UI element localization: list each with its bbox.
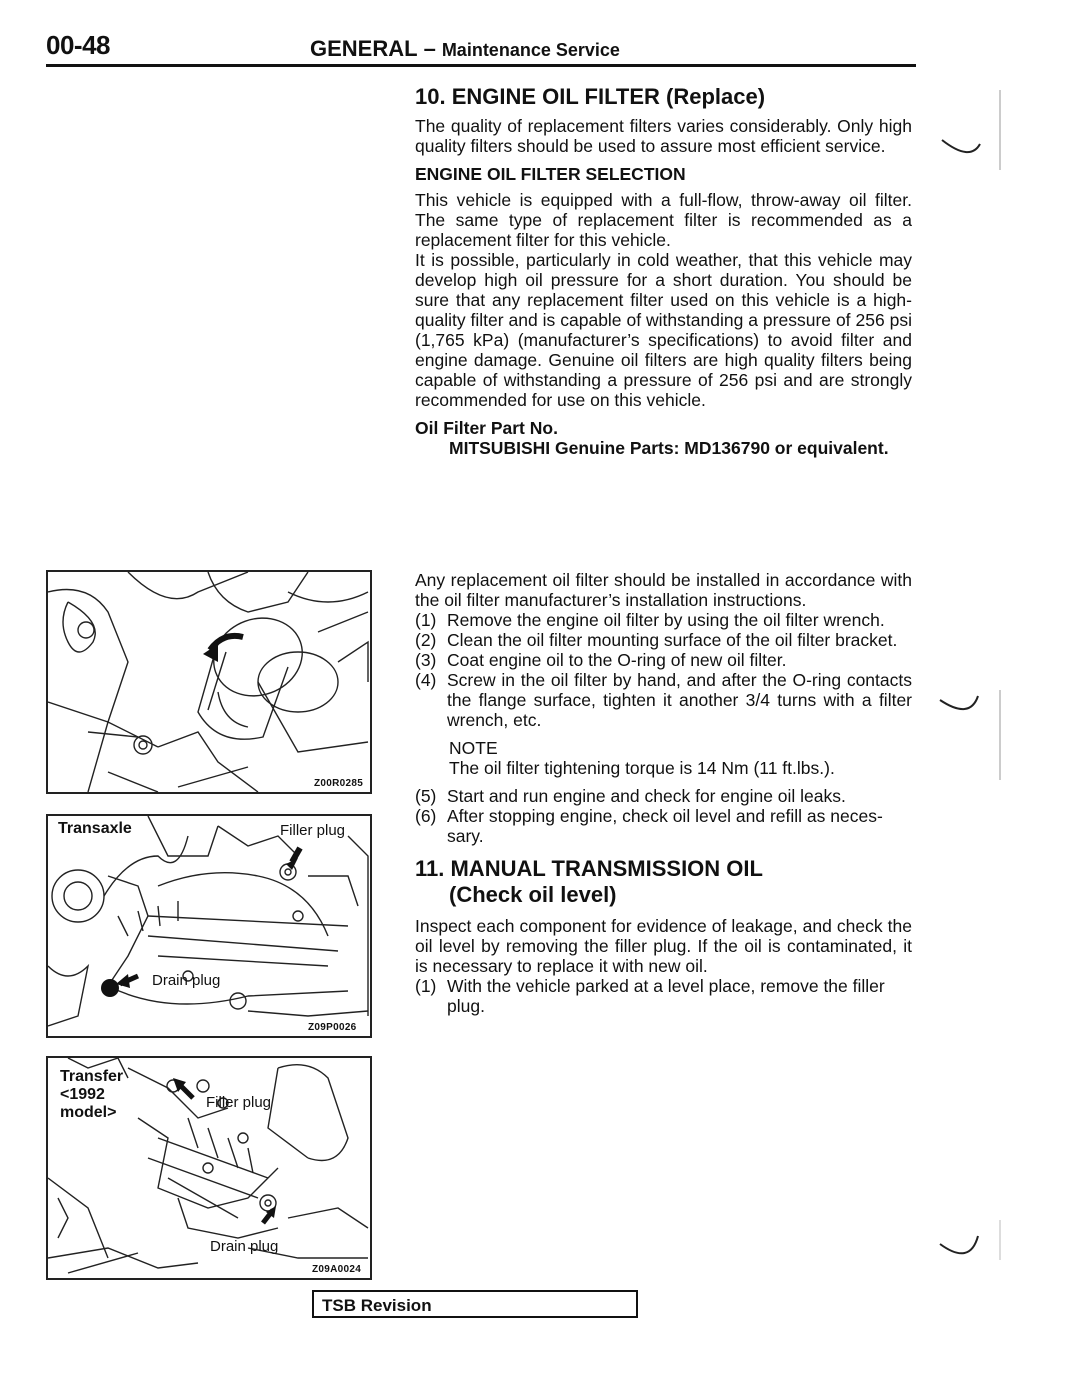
figure-label-transaxle: Transaxle bbox=[58, 820, 132, 837]
figure-oil-filter bbox=[46, 570, 372, 794]
binding-mark bbox=[930, 680, 1010, 790]
note-text: The oil filter tightening torque is 14 Nm (11 ft.lbs.). bbox=[449, 758, 835, 778]
tsb-revision-box bbox=[312, 1290, 638, 1318]
step-item: (1) With the vehicle parked at a level place, remove the filler plug. bbox=[415, 976, 885, 1016]
step-item: (1) Remove the engine oil filter by using the oil filter wrench. bbox=[415, 610, 885, 630]
section-11-title-line2: (Check oil level) bbox=[449, 882, 617, 907]
page-number: 00-48 bbox=[46, 30, 110, 60]
step-item: (6) After stopping engine, check oil level and refill as neces-sary. bbox=[415, 806, 883, 846]
step-item: (4) Screw in the oil filter by hand, and after the O-ring contacts the flange surface, tighten it another 3/4 turns with a filter wrench, etc. bbox=[415, 670, 912, 730]
section-10-intro: The quality of replacement filters varies considerably. Only high quality filters should be used to assure most efficient service. bbox=[415, 116, 912, 156]
filter-selection-p1: This vehicle is equipped with a full-flow, throw-away oil filter. The same type of replacement filter is recommended as a replacement filter for this vehicle. bbox=[415, 190, 912, 250]
figure-code: Z00R0285 bbox=[314, 778, 364, 789]
transaxle-illustration bbox=[48, 816, 370, 1036]
section-10-text bbox=[415, 84, 912, 458]
page-header-title bbox=[310, 36, 620, 62]
figure-transfer bbox=[46, 1056, 372, 1280]
section-11-title-line1: 11. MANUAL TRANSMISSION OIL bbox=[415, 856, 763, 881]
subsection-name: Maintenance Service bbox=[441, 40, 620, 60]
callout-drain-plug: Drain plug bbox=[210, 1238, 279, 1255]
binding-mark bbox=[930, 1220, 1010, 1280]
figure-code: Z09P0026 bbox=[308, 1022, 357, 1033]
callout-drain-plug: Drain plug bbox=[152, 972, 221, 989]
part-number-value: MITSUBISHI Genuine Parts: MD136790 or equivalent. bbox=[449, 438, 889, 458]
step-item: (5) Start and run engine and check for engine oil leaks. bbox=[415, 786, 846, 806]
install-intro: Any replacement oil filter should be installed in accordance with the oil filter manufacturer’s installation instructions. bbox=[415, 570, 912, 610]
figure-label-transfer: Transfer <1992 model> bbox=[60, 1068, 124, 1121]
section-11-intro: Inspect each component for evidence of leakage, and check the oil level by removing the filler plug. If the oil is contaminated, it is necessary to replace it with new oil. bbox=[415, 916, 912, 976]
filter-selection-heading: ENGINE OIL FILTER SELECTION bbox=[415, 164, 686, 184]
part-number-heading: Oil Filter Part No. bbox=[415, 418, 558, 438]
oil-filter-illustration bbox=[48, 572, 370, 792]
callout-filler-plug: Filler plug bbox=[280, 822, 346, 839]
callout-filler-plug: Filler plug bbox=[206, 1094, 272, 1111]
tsb-revision-label: TSB Revision bbox=[322, 1296, 432, 1315]
step-item: (3) Coat engine oil to the O-ring of new oil filter. bbox=[415, 650, 787, 670]
install-text bbox=[415, 570, 912, 846]
header-dash: – bbox=[423, 36, 436, 61]
figure-code: Z09A0024 bbox=[312, 1264, 362, 1275]
filter-selection-p2: It is possible, particularly in cold weather, that this vehicle may develop high oil pressure for a short duration. You should be sure that any replacement filter used on this vehicle is a high-quality filter and is capable of withstanding a pressure of 256 psi (1,765 kPa) (manufacturer’s specifications) to avoid filter and engine damage. Genuine oil filters are high quality filters being capable of withstanding a pressure of 256 psi and are strongly recommended for use on this vehicle. bbox=[415, 250, 912, 410]
header-rule bbox=[46, 64, 916, 67]
binding-mark bbox=[930, 80, 1010, 190]
figure-transaxle bbox=[46, 814, 372, 1038]
section-name: GENERAL bbox=[310, 36, 418, 61]
section-10-title: 10. ENGINE OIL FILTER (Replace) bbox=[415, 84, 766, 109]
note-label: NOTE bbox=[449, 738, 498, 758]
section-11-text bbox=[415, 856, 912, 1016]
step-item: (2) Clean the oil filter mounting surface of the oil filter bracket. bbox=[415, 630, 898, 650]
